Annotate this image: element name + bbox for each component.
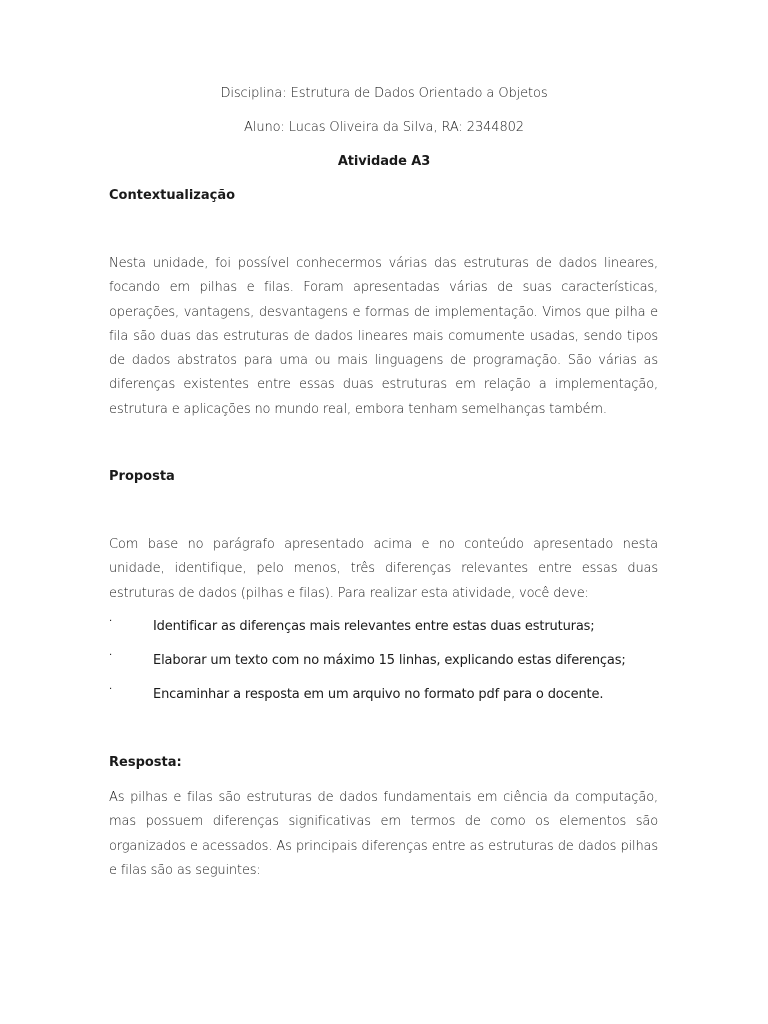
proposal-paragraph: Com base no parágrafo apresentado acima e no conteúdo apresentado nesta unidade, identifique, pelo menos, três diferenças relevantes entre essas duas estruturas de dados (pilhas e filas). Para realizar esta atividade, você deve:: [109, 537, 658, 601]
answer-heading: Resposta:: [109, 755, 182, 770]
proposal-heading: Proposta: [109, 469, 175, 484]
bullet-icon: ·: [109, 684, 113, 695]
context-paragraph: Nesta unidade, foi possível conhecermos várias das estruturas de dados lineares, focando em pilhas e filas. Foram apresentadas várias de suas características, operações, vantagens, desvantagens e formas de implementação. Vimos que pilha e fila são duas das estruturas de dados lineares mais comumente usadas, sendo tipos de dados abstratos para uma ou mais linguagens de programação. São várias as diferenças existentes entre essas duas estruturas em relação a implementação, estrutura e aplicações no mundo real, embora tenham semelhanças também.: [109, 256, 658, 417]
answer-paragraph: As pilhas e filas são estruturas de dados fundamentais em ciência da computação, mas possuem diferenças significativas em termos de como os elementos são organizados e acessados. As principais diferenças entre as estruturas de dados pilhas e filas são as seguintes:: [109, 790, 658, 878]
student-line: Aluno: Lucas Oliveira da Silva, RA: 2344802: [244, 120, 524, 135]
activity-title: Atividade A3: [337, 154, 431, 169]
bullet-icon: ·: [109, 616, 113, 627]
bullet-icon: ·: [109, 650, 113, 661]
list-item-text: Elaborar um texto com no máximo 15 linhas, explicando estas diferenças;: [153, 653, 626, 668]
list-item-text: Identificar as diferenças mais relevantes entre estas duas estruturas;: [153, 619, 595, 634]
list-item-text: Encaminhar a resposta em um arquivo no formato pdf para o docente.: [153, 687, 604, 702]
discipline-line: Disciplina: Estrutura de Dados Orientado a Objetos: [220, 86, 548, 101]
context-heading: Contextualização: [109, 188, 236, 203]
